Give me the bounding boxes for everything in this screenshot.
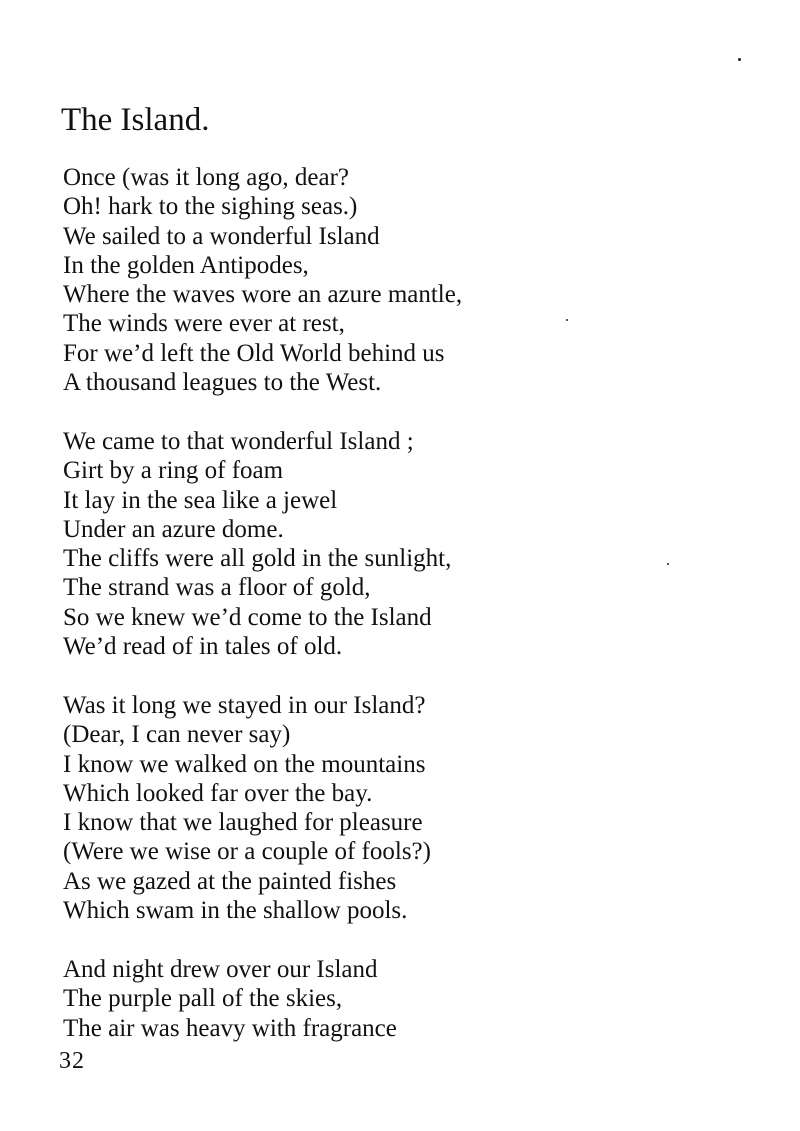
poem-line: The purple pall of the skies,	[63, 985, 343, 1013]
poem-line: Which swam in the shallow pools.	[63, 897, 408, 925]
poem-line: And night drew over our Island	[63, 956, 378, 983]
ink-speck	[667, 563, 669, 565]
poem-line: We’d read of in tales of old.	[63, 633, 343, 661]
stanza-1	[63, 163, 462, 397]
poem-line: The winds were ever at rest,	[63, 310, 345, 338]
poem-line: The strand was a floor of gold,	[63, 574, 371, 602]
poem-line: (Dear, I can never say)	[63, 721, 291, 749]
poem-line: I know that we laughed for pleasure	[63, 809, 423, 837]
poem-line: Where the waves wore an azure mantle,	[63, 281, 463, 309]
page-number: 32	[59, 1048, 85, 1074]
poem-line: Under an azure dome.	[63, 515, 284, 543]
poem-line: In the golden Antipodes,	[63, 251, 309, 279]
poem-line: I know we walked on the mountains	[63, 750, 426, 778]
stanza-3	[63, 691, 431, 925]
poem-line: The air was heavy with fragrance	[63, 1014, 397, 1042]
stanza-4	[63, 955, 397, 1043]
poem-line: We came to that wonderful Island ;	[63, 428, 414, 455]
poem-line: A thousand leagues to the West.	[63, 369, 382, 397]
poem-line: For we’d left the Old World behind us	[63, 339, 445, 367]
poem-line: The cliffs were all gold in the sunlight,	[63, 545, 452, 573]
poem-line: We sailed to a wonderful Island	[63, 222, 380, 250]
poem-line: As we gazed at the painted fishes	[63, 867, 397, 895]
poem-line: Which looked far over the bay.	[63, 779, 373, 807]
ink-speck	[738, 58, 741, 61]
poem-line: Once (was it long ago, dear?	[63, 164, 349, 191]
poem-line: Was it long we stayed in our Island?	[63, 692, 426, 719]
poem-title: The Island.	[61, 102, 210, 138]
poem-line: So we knew we’d come to the Island	[63, 603, 432, 631]
poem-line: (Were we wise or a couple of fools?)	[63, 838, 431, 866]
poem-line: It lay in the sea like a jewel	[63, 486, 338, 514]
poem-line: Oh! hark to the sighing seas.)	[63, 193, 358, 221]
poem-line: Girt by a ring of foam	[63, 457, 284, 485]
ink-speck	[566, 319, 568, 321]
stanza-2	[63, 427, 451, 661]
